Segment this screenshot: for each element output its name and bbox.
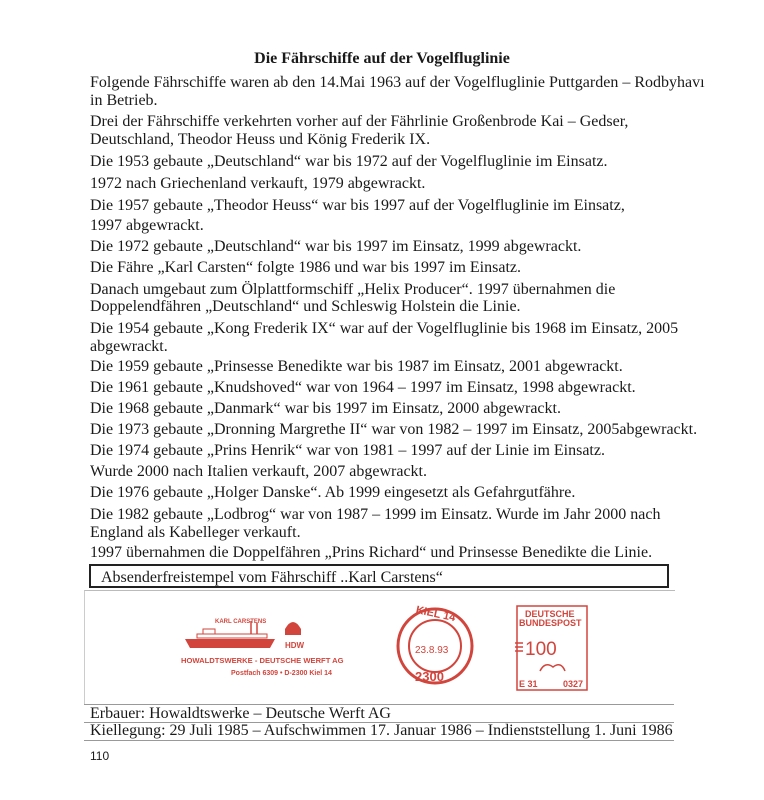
text-line: Die 1972 gebaute „Deutschland“ war bis 1997 im Einsatz, 1999 abgewrackt. xyxy=(90,238,582,255)
meter-stamp xyxy=(85,591,675,705)
postmark-zip: 2300 xyxy=(415,669,444,684)
svg-text:0327: 0327 xyxy=(563,679,584,689)
svg-text:DEUTSCHE: DEUTSCHE xyxy=(525,609,575,619)
text-line: in Betrieb. xyxy=(90,92,158,109)
ship-icon xyxy=(185,621,275,648)
caption: Absenderfreistempel vom Fährschiff ..Karl Carstens“ xyxy=(101,569,443,586)
dates-row: Kiellegung: 29 Juli 1985 – Aufschwimmen 17. Januar 1986 – Indienststellung 1. Juni 1986 xyxy=(84,722,674,741)
text-line: 1997 abgewrackt. xyxy=(90,217,204,234)
meter-stamp-image xyxy=(84,590,675,705)
text-line: Die 1982 gebaute „Lodbrog“ war von 1987 – 1999 im Einsatz. Wurde im Jahr 2000 nach xyxy=(90,506,661,523)
text-line: Die 1957 gebaute „Theodor Heuss“ war bis 1997 auf der Vogelfluglinie im Einsatz, xyxy=(90,197,625,214)
builder-row: Erbauer: Howaldtswerke – Deutsche Werft AG xyxy=(84,704,674,723)
svg-text:BUNDESPOST: BUNDESPOST xyxy=(519,618,582,628)
ship-name: KARL CARSTENS xyxy=(215,619,267,625)
posthorn-icon xyxy=(540,665,565,671)
text-line: Die Fähre „Karl Carsten“ folgte 1986 und war bis 1997 im Einsatz. xyxy=(90,259,521,276)
text-line: Folgende Fährschiffe waren ab den 14.Mai 1963 auf der Vogelfluglinie Puttgarden – Rodbyhavı xyxy=(90,74,705,91)
text-line: Deutschland, Theodor Heuss und König Frederik IX. xyxy=(90,131,431,148)
postmark-city: KIEL 14 xyxy=(414,604,457,625)
svg-text:HDW: HDW xyxy=(285,641,305,650)
text-line: Danach umgebaut zum Ölplattformschiff „Helix Producer“. 1997 übernahmen die xyxy=(90,281,616,298)
text-line: Doppelendfähren „Deutschland“ und Schleswig Holstein die Linie. xyxy=(90,298,521,315)
text-line: England als Kabelleger verkauft. xyxy=(90,524,301,541)
text-line: Die 1968 gebaute „Danmark“ war bis 1997 im Einsatz, 2000 abgewrackt. xyxy=(90,400,561,417)
meter-frank xyxy=(515,606,587,690)
caption-box xyxy=(89,564,669,588)
text-line: 1997 übernahmen die Doppelfähren „Prins Richard“ und Prinsesse Benedikte die Linie. xyxy=(90,544,653,561)
text-line: Wurde 2000 nach Italien verkauft, 2007 abgewrackt. xyxy=(90,463,427,480)
text-line: Drei der Fährschiffe verkehrten vorher auf der Fährlinie Großenbrode Kai – Gedser, xyxy=(90,113,629,130)
company: HOWALDTSWERKE - DEUTSCHE WERFT AG xyxy=(181,656,344,665)
text-line: Die 1954 gebaute „Kong Frederik IX“ war auf der Vogelfluglinie bis 1968 im Einsatz, 2005 xyxy=(90,320,679,337)
page-title: Die Fährschiffe auf der Vogelfluglinie xyxy=(254,50,510,67)
postmark-date: 23.8.93 xyxy=(415,645,449,656)
text-line: Die 1961 gebaute „Knudshoved“ war von 1964 – 1997 im Einsatz, 1998 abgewrackt. xyxy=(90,379,636,396)
text-line: Die 1976 gebaute „Holger Danske“. Ab 1999 eingesetzt als Gefahrgutfähre. xyxy=(90,484,576,501)
address: Postfach 6309 • D-2300 Kiel 14 xyxy=(231,670,332,677)
hdw-logo-icon xyxy=(285,622,305,650)
text-line: Die 1959 gebaute „Prinsesse Benedikte war bis 1987 im Einsatz, 2001 abgewrackt. xyxy=(90,358,623,375)
text-line: abgewrackt. xyxy=(90,338,168,355)
text-line: 1972 nach Griechenland verkauft, 1979 abgewrackt. xyxy=(90,175,426,192)
svg-text:E 31: E 31 xyxy=(519,679,538,689)
text-line: Die 1973 gebaute „Dronning Margrethe II“ war von 1982 – 1997 im Einsatz, 2005abgewrackt. xyxy=(90,421,698,438)
postmark xyxy=(398,604,472,684)
text-line: Die 1953 gebaute „Deutschland“ war bis 1972 auf der Vogelfluglinie im Einsatz. xyxy=(90,153,608,170)
meter-value: 100 xyxy=(525,639,557,660)
text-line: Die 1974 gebaute „Prins Henrik“ war von 1981 – 1997 auf der Linie im Einsatz. xyxy=(90,442,605,459)
page-number: 110 xyxy=(90,749,110,763)
